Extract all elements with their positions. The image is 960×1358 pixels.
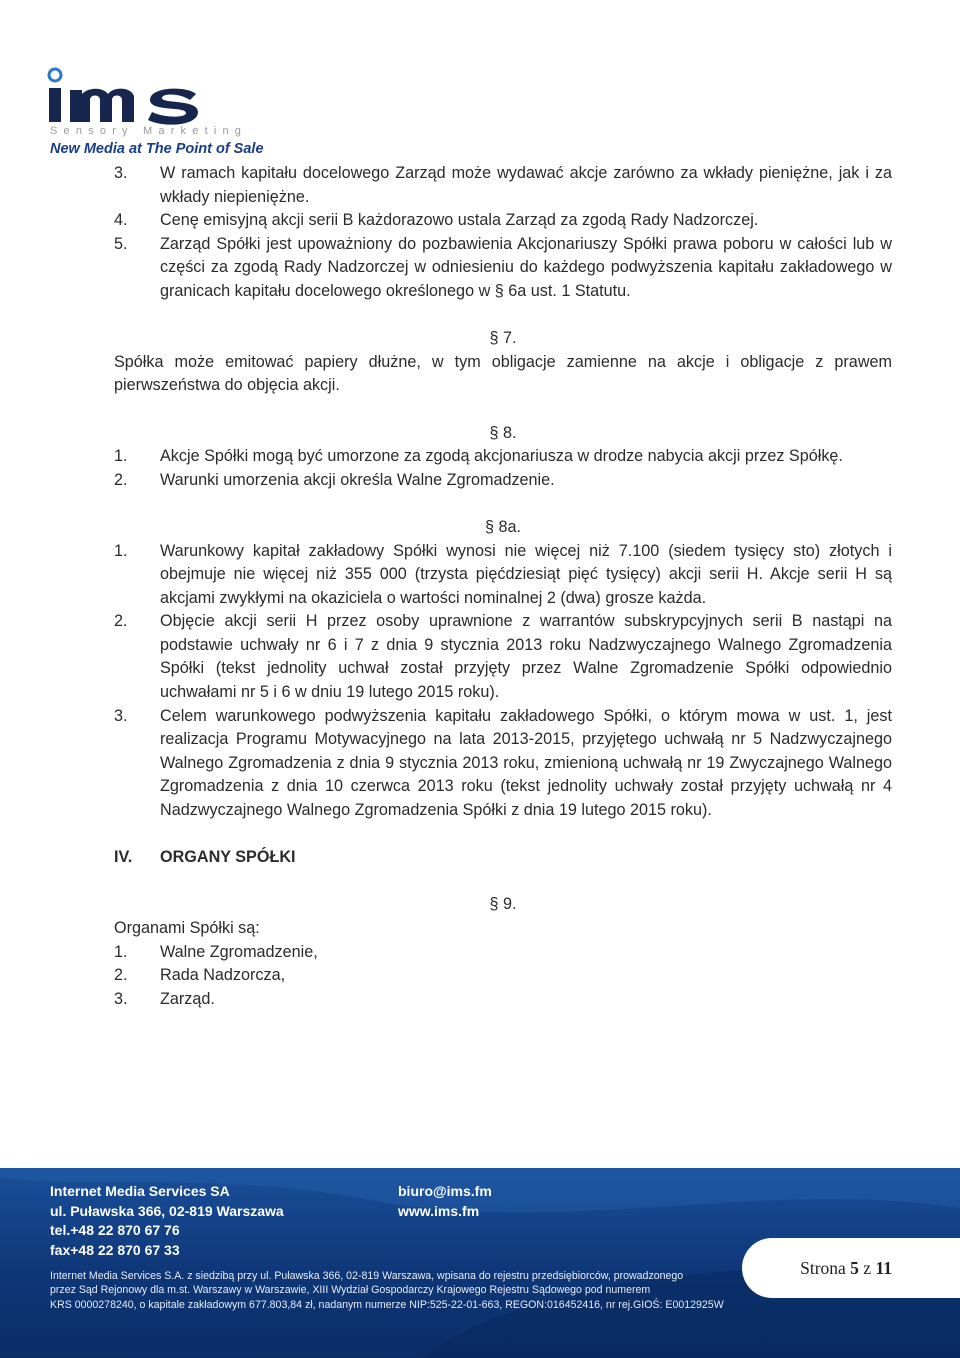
item-number: 1. [114,447,128,466]
section-9-intro: Organami Spółki są: [114,919,260,937]
item-text: Objęcie akcji serii H przez osoby uprawnione z warrantów subskrypcyjnych serii B nastąpi na podstawie uchwały nr 6 i 7 z dnia 9 stycznia 2013 roku Nadzwyczajnego Walnego Zgromadzenia Spółki (tekst jednolity uchwał został przyjęty przez Walne Zgromadzenie Spółki odpowiednio uchwałami nr 5 i 6 w dniu 19 lutego 2015 roku). [160,612,892,702]
list-item [114,988,892,1012]
page-number [800,1258,892,1279]
list-item [114,540,892,611]
footer-email-link[interactable]: biuro@ims.fm [398,1183,492,1199]
footer-address: ul. Puławska 366, 02-819 Warszawa [50,1202,284,1219]
item-text: W ramach kapitału docelowego Zarząd może wydawać akcje zarówno za wkłady pieniężne, jak i za wkłady niepieniężne. [160,164,892,206]
item-number: 1. [114,541,128,560]
item-text: Zarząd Spółki jest upoważniony do pozbawienia Akcjonariuszy Spółki prawa poboru w całości lub w części za zgodą Rady Nadzorczej w odniesieniu do każdego podwyższenia kapitału zakładowego w granicach kapitału docelowego określonego w § 6a ust. 1 Statutu. [160,234,892,300]
page-footer [0,1168,960,1358]
section-heading-9: § 9. [489,895,517,914]
list-item [114,469,892,493]
list-item [114,233,892,304]
item-text: Celem warunkowego podwyższenia kapitału zakładowego Spółki, o którym mowa w ust. 1, jest realizacja Programu Motywacyjnego na lata 2013-2015, przyjętego uchwałą nr 5 Nadzwyczajnego Walnego Zgromadzenia z dnia 9 stycznia 2013 roku, zmienioną uchwałą nr 19 Zwyczajnego Walnego Zgromadzenia z dnia 10 czerwca 2013 roku (tekst jednolity uchwały został przyjęty uchwałą nr 4 Nadzwyczajnego Walnego Zgromadzenia Spółki z dnia 19 lutego 2015 roku). [160,706,892,820]
section-heading-8a: § 8a. [484,517,521,536]
footer-website-link[interactable]: www.ims.fm [398,1202,480,1219]
item-text: Walne Zgromadzenie, [160,942,318,961]
list-item [114,209,892,233]
section-heading-7: § 7. [489,329,517,348]
item-text: Rada Nadzorcza, [160,966,286,985]
page-total: 11 [875,1258,892,1278]
footer-company: Internet Media Services SA [50,1183,230,1199]
item-number: 2. [114,966,128,985]
chapter-title: ORGANY SPÓŁKI [160,848,296,867]
document-body [114,162,892,1011]
footer-fax: fax+48 22 870 67 33 [50,1241,180,1258]
logo-tagline: New Media at The Point of Sale [50,141,264,157]
page-sep: z [863,1258,872,1278]
section-heading-8: § 8. [489,423,517,442]
chapter-heading [114,846,892,870]
item-text: Cenę emisyjną akcji serii B każdorazowo ustala Zarząd za zgodą Rady Nadzorczej. [160,211,759,230]
page-label: Strona [800,1258,846,1278]
footer-contact-right [398,1182,492,1221]
item-number: 2. [114,612,128,631]
list-item [114,964,892,988]
section-7-text: Spółka może emitować papiery dłużne, w tym obligacje zamienne na akcje i obligacje z prawem pierwszeństwa do objęcia akcji. [114,352,892,395]
chapter-number: IV. [114,848,133,867]
page-current: 5 [850,1258,859,1278]
footer-tel: tel.+48 22 870 67 76 [50,1222,180,1238]
item-text: Zarząd. [160,989,215,1008]
ims-logo-mark [46,66,276,126]
list-item [114,705,892,823]
item-number: 3. [114,706,128,725]
item-text: Warunki umorzenia akcji określa Walne Zgromadzenie. [160,470,555,489]
item-number: 4. [114,211,128,230]
item-number: 5. [114,234,128,253]
footer-contact-left [50,1182,284,1260]
item-number: 1. [114,942,128,961]
logo-subtitle: Sensory Marketing [50,125,248,137]
registry-line: KRS 0000278240, o kapitale zakładowym 677.803,84 zł, nadanym numerze NIP:525-22-01-663, REGON:016452416, nr rej.GIOŚ: E0012925W [50,1298,724,1311]
list-item [114,162,892,209]
list-item [114,610,892,704]
registry-line: przez Sąd Rejonowy dla m.st. Warszawy w Warszawie, XIII Wydział Gospodarczy Krajowego Rejestru Sądowego pod numerem [50,1284,651,1297]
item-number: 3. [114,164,128,182]
list-item [114,445,892,469]
footer-registry-info [50,1269,724,1312]
item-text: Akcje Spółki mogą być umorzone za zgodą akcjonariusza w drodze nabycia akcji przez Spółkę. [160,447,843,466]
item-text: Warunkowy kapitał zakładowy Spółki wynosi nie więcej niż 7.100 (siedem tysięcy sto) złotych i obejmuje nie więcej niż 355 000 (trzysta pięćdziesiąt pięć tysięcy) akcji serii H. Akcje serii H są akcjami zwykłymi na okaziciela o wartości nominalnej 2 (dwa) grosze każda. [160,541,892,607]
registry-line: Internet Media Services S.A. z siedzibą przy ul. Puławska 366, 02-819 Warszawa, wpisana do rejestru przedsiębiorców, prowadzonego [50,1270,684,1282]
item-number: 2. [114,470,128,489]
list-item [114,941,892,965]
item-number: 3. [114,989,128,1008]
